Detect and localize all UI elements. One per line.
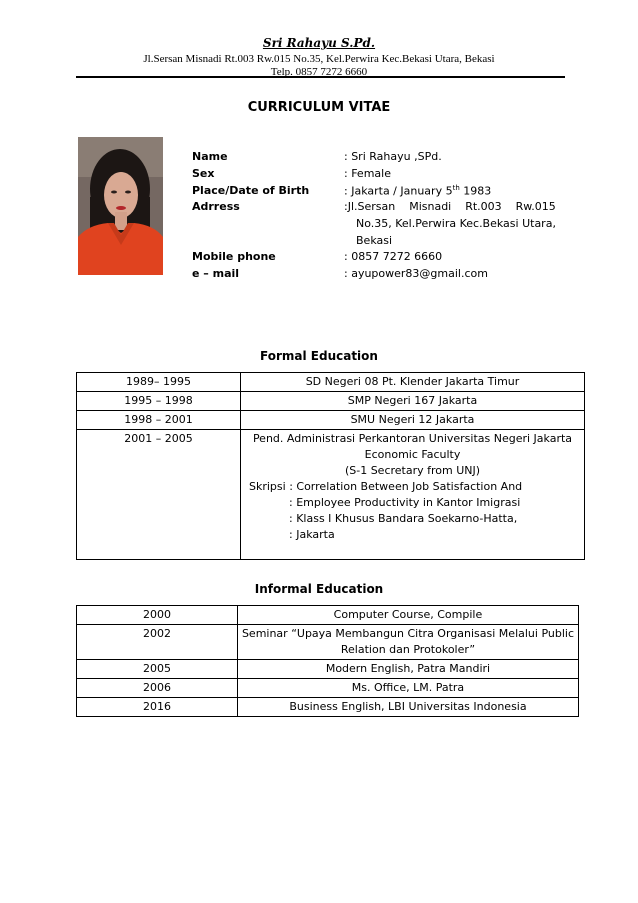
table-cell-years: 2006 bbox=[77, 679, 238, 698]
header-phone: Telp. 0857 7272 6660 bbox=[270, 66, 368, 78]
degree-line: Pend. Administrasi Perkantoran Universitas Negeri Jakarta bbox=[252, 432, 573, 445]
table-cell-years: 1995 – 1998 bbox=[77, 392, 241, 411]
table-cell-years: 2000 bbox=[77, 606, 238, 625]
table-cell-desc: Modern English, Patra Mandiri bbox=[237, 660, 578, 679]
mobile-label: Mobile phone bbox=[192, 250, 276, 263]
table-cell-years: 2005 bbox=[77, 660, 238, 679]
formal-education-title: Formal Education bbox=[260, 349, 378, 363]
skripsi-line: Skripsi : Correlation Between Job Satisfaction And bbox=[249, 480, 523, 493]
table-row bbox=[77, 698, 579, 717]
page-title: CURRICULUM VITAE bbox=[247, 100, 391, 115]
birth-label: Place/Date of Birth bbox=[192, 184, 310, 197]
mobile-value: : 0857 7272 6660 bbox=[344, 250, 443, 263]
sex-label: Sex bbox=[192, 167, 215, 180]
table-row bbox=[77, 606, 579, 625]
seminar-line: Seminar “Upaya Membangun Citra Organisasi Melalui Public bbox=[241, 627, 574, 640]
faculty-line: Economic Faculty bbox=[364, 448, 461, 461]
name-value: : Sri Rahayu ,SPd. bbox=[344, 150, 442, 163]
address-label: Adrress bbox=[192, 200, 240, 213]
birth-value: : Jakarta / January 5th 1983 bbox=[344, 184, 492, 198]
table-cell-years: 2001 – 2005 bbox=[77, 430, 241, 560]
table-row bbox=[77, 430, 585, 560]
table-row bbox=[77, 411, 585, 430]
address-line-3: Bekasi bbox=[356, 234, 393, 247]
table-cell-years: 2002 bbox=[77, 625, 238, 660]
header-divider bbox=[76, 76, 565, 78]
table-cell-desc: Business English, LBI Universitas Indonesia bbox=[237, 698, 578, 717]
table-cell-years: 1989– 1995 bbox=[77, 373, 241, 392]
address-line-1: :Jl.Sersan Misnadi Rt.003 Rw.015 bbox=[344, 200, 556, 213]
table-cell-desc: SMP Negeri 167 Jakarta bbox=[241, 392, 585, 411]
degree-note-line: (S-1 Secretary from UNJ) bbox=[344, 464, 481, 477]
skripsi-line: : Jakarta bbox=[289, 528, 335, 541]
name-label: Name bbox=[192, 150, 228, 163]
table-row bbox=[77, 392, 585, 411]
skripsi-line: : Klass I Khusus Bandara Soekarno-Hatta, bbox=[289, 512, 518, 525]
table-cell-years: 2016 bbox=[77, 698, 238, 717]
table-row bbox=[77, 660, 579, 679]
email-value: : ayupower83@gmail.com bbox=[344, 267, 488, 280]
sex-value: : Female bbox=[344, 167, 391, 180]
seminar-line: Relation dan Protokoler” bbox=[340, 643, 476, 656]
table-cell-desc: SD Negeri 08 Pt. Klender Jakarta Timur bbox=[241, 373, 585, 392]
address-line-2: No.35, Kel.Perwira Kec.Bekasi Utara, bbox=[356, 217, 556, 230]
table-cell-desc: Ms. Office, LM. Patra bbox=[237, 679, 578, 698]
table-row bbox=[77, 679, 579, 698]
informal-education-table bbox=[76, 605, 579, 717]
formal-education-table bbox=[76, 372, 585, 560]
email-label: e – mail bbox=[192, 267, 240, 280]
informal-education-title: Informal Education bbox=[254, 582, 384, 596]
profile-photo bbox=[78, 137, 163, 275]
table-cell-desc bbox=[237, 625, 578, 660]
table-row bbox=[77, 373, 585, 392]
table-cell-years: 1998 – 2001 bbox=[77, 411, 241, 430]
table-cell-desc bbox=[241, 430, 585, 560]
skripsi-line: : Employee Productivity in Kantor Imigrasi bbox=[289, 496, 521, 509]
table-row bbox=[77, 625, 579, 660]
table-cell-desc: Computer Course, Compile bbox=[237, 606, 578, 625]
header-name: Sri Rahayu S.Pd. bbox=[262, 36, 376, 50]
header-address: Jl.Sersan Misnadi Rt.003 Rw.015 No.35, Kel.Perwira Kec.Bekasi Utara, Bekasi bbox=[143, 53, 495, 65]
table-cell-desc: SMU Negeri 12 Jakarta bbox=[241, 411, 585, 430]
